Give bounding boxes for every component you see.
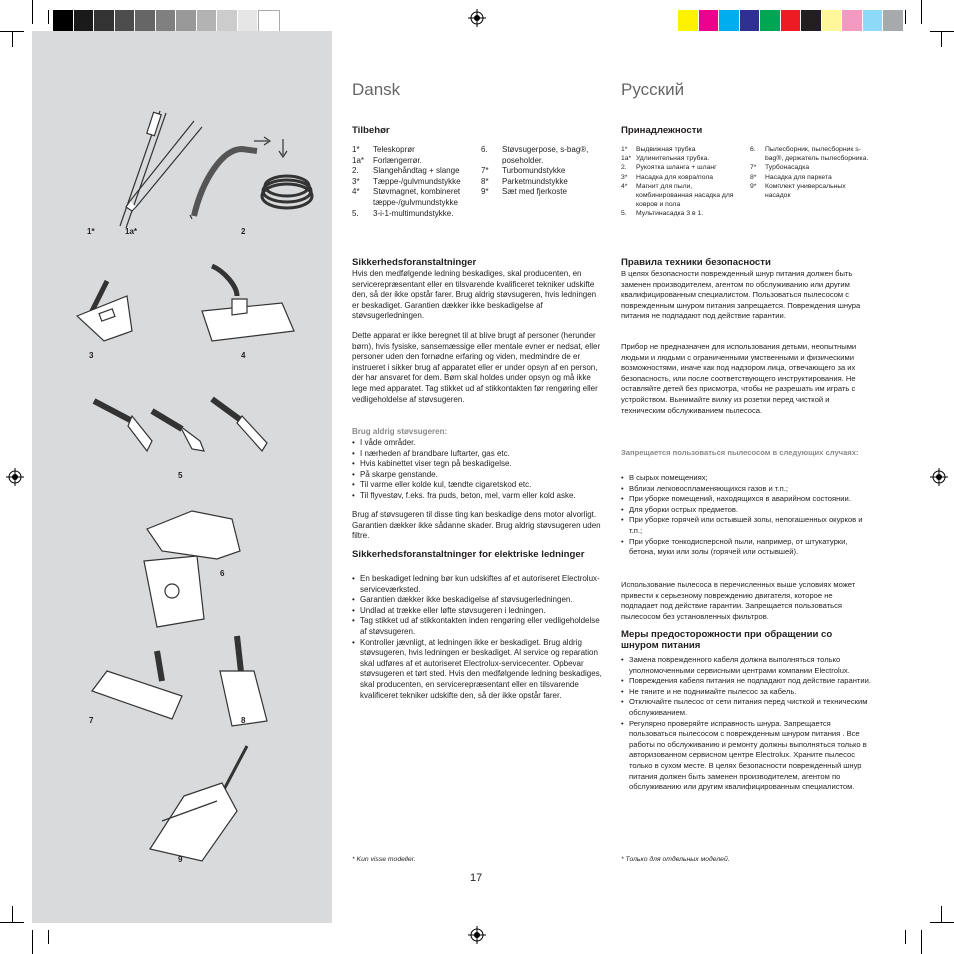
danish-electrical-heading: Sikkerhedsforanstaltninger for elektriske ledninger — [352, 549, 585, 560]
russian-accessories-list-right — [750, 145, 870, 200]
accessory-number: 5. — [621, 210, 627, 218]
accessory-text: Slangehåndtag + slange — [373, 166, 460, 176]
floor-nozzle-4-illustration — [202, 266, 294, 341]
color-swatch — [94, 10, 114, 31]
list-item: • В сырых помещениях; — [621, 473, 871, 484]
color-swatch — [217, 10, 237, 31]
accessory-number: 4* — [352, 187, 360, 197]
figure-label-6: 6 — [220, 569, 225, 578]
figure-label-2: 2 — [241, 227, 246, 236]
accessory-text: Sæt med fjerkoste — [502, 187, 567, 197]
accessory-item — [481, 145, 601, 166]
turbo-nozzle-illustration — [92, 651, 182, 719]
list-item: • Garantien dækker ikke beskadigelse af støvsugerledningen. — [352, 595, 602, 606]
color-swatch — [135, 10, 155, 31]
figure-label-1: 1* — [87, 227, 95, 236]
accessory-item — [621, 209, 746, 218]
accessory-item — [750, 173, 870, 182]
accessory-item — [352, 156, 476, 167]
registration-mark-right — [930, 468, 948, 486]
list-item: • Повреждения кабеля питания не подпадают под действие гарантии. — [621, 676, 871, 687]
accessory-number: 2. — [352, 166, 359, 176]
russian-electrical-list — [621, 655, 871, 793]
color-swatch — [863, 10, 883, 31]
figure-label-4: 4 — [241, 351, 246, 360]
accessory-text: Магнит для пыли, комбинированная насадка для ковров и пола — [636, 182, 734, 209]
danish-accessories-heading: Tilbehør — [352, 125, 390, 136]
extension-tube-illustration — [126, 121, 202, 211]
accessory-text: Удлинительная трубка. — [636, 155, 710, 163]
color-swatch — [115, 10, 135, 31]
accessory-text: Пылесборник, пылесборник s-bag®, держатель пылесборника. — [765, 146, 869, 163]
accessory-item — [621, 154, 746, 163]
accessory-number: 6. — [481, 145, 488, 154]
accessory-text: Турбонасадка — [765, 164, 810, 172]
figure-label-9: 9 — [178, 855, 183, 864]
accessory-item — [352, 166, 476, 177]
accessory-text: Комплект универсальных насадок — [765, 182, 846, 200]
parquet-nozzle-illustration — [220, 636, 267, 726]
list-item: • Замена поврежденного кабеля должна выполняться только уполномоченными сервисными центрами компании Electrolux. — [621, 655, 871, 676]
accessory-item — [481, 187, 601, 198]
color-swatch — [801, 10, 821, 31]
page-number: 17 — [470, 872, 483, 884]
color-swatch — [699, 10, 719, 31]
accessory-item — [352, 145, 476, 156]
danish-never-use-heading: Brug aldrig støvsugeren: — [352, 427, 448, 436]
accessory-item — [750, 182, 870, 200]
accessory-text: Teleskoprør — [373, 145, 415, 154]
figure-label-8: 8 — [241, 716, 246, 725]
danish-never-use-list — [352, 438, 602, 502]
accessory-number: 2. — [621, 164, 627, 172]
accessory-item — [750, 145, 870, 163]
color-swatch — [156, 10, 176, 31]
accessory-item — [621, 173, 746, 182]
accessory-item — [621, 163, 746, 172]
color-swatch — [258, 10, 280, 33]
russian-never-use-list — [621, 473, 871, 558]
accessory-number: 6. — [750, 146, 756, 153]
telescopic-tube-illustration — [120, 111, 166, 228]
danish-accessories-list-right — [481, 145, 601, 198]
list-item: • Не тяните и не поднимайте пылесос за кабель. — [621, 687, 871, 698]
accessory-number: 9* — [750, 182, 757, 190]
list-item: • Tag stikket ud af stikkontakten inden rengøring eller vedligeholdelse af støvsugeren. — [352, 616, 602, 637]
accessory-text: Мультинасадка 3 в 1. — [636, 210, 704, 218]
danish-safety-paragraph-1: Hvis den medfølgende ledning beskadiges, skal producenten, en servicerepræsentant eller en tilsvarende kvalificeret tekniker udskifte den, så der ikke opstår farer. Brug aldrig støvsugeren, hvis ledningen er beskadiget. Garantien dækker ikke beskadigelse af støvsugerledningen. — [352, 269, 597, 321]
list-item: • Hvis kabinettet viser tegn på beskadigelse. — [352, 459, 602, 470]
color-swatch — [53, 10, 73, 31]
list-item: • Til flyvestøv, f.eks. fra puds, beton, mel, varm eller kold aske. — [352, 491, 602, 502]
color-swatch — [678, 10, 698, 31]
danish-accessories-list-left — [352, 145, 476, 219]
russian-never-use-heading: Запрещается пользоваться пылесосом в следующих случаях: — [621, 448, 859, 457]
russian-footnote: * Только для отдельных моделей. — [621, 856, 730, 863]
accessory-number: 7* — [481, 166, 489, 176]
russian-electrical-heading: Меры предосторожности при обращении со шнуром питания — [621, 629, 833, 651]
list-item: • I nærheden af brandbare luftarter, gas etc. — [352, 449, 602, 460]
list-item: • При уборке горячей или остывшей золы, непогашенных окурков и т.п.; — [621, 515, 871, 536]
accessory-text: Выдвижная трубка — [636, 146, 696, 153]
accessory-item — [481, 166, 601, 177]
accessory-number: 8* — [750, 173, 757, 181]
figure-label-5: 5 — [178, 471, 183, 480]
accessory-item — [750, 163, 870, 172]
color-swatch — [719, 10, 739, 31]
color-swatch — [822, 10, 842, 31]
russian-accessories-list-left — [621, 145, 746, 219]
registration-mark-left — [6, 468, 24, 486]
list-item: • При уборке помещений, находящихся в аварийном состоянии. — [621, 494, 871, 505]
accessory-number: 3* — [621, 173, 628, 181]
color-swatch — [740, 10, 760, 31]
accessory-number: 1a* — [352, 155, 365, 165]
color-swatch — [197, 10, 217, 31]
accessory-item — [352, 187, 476, 208]
list-item: • En beskadiget ledning bør kun udskiftes af et autoriseret Electrolux-serviceværksted. — [352, 574, 602, 595]
color-swatch — [176, 10, 196, 31]
accessory-number: 8* — [481, 176, 489, 186]
russian-accessories-heading: Принадлежности — [621, 125, 703, 136]
registration-mark-top — [468, 9, 486, 27]
danish-safety-paragraph-2: Dette apparat er ikke beregnet til at blive brugt af personer (herunder børn), hvis fysiske, sansemæssige eller mentale evner er nedsat, eller personer uden den fornødne erfaring og viden, medmindre de er instrueret i sikker brug af apparatet eller er under opsyn af en person, der har ansvaret for dem. Børn skal holdes under opsyn og må ikke lege med apparatet. Tag stikket ud af stikkontakten før rengøring eller vedligeholdelse af støvsugeren. — [352, 331, 601, 404]
accessory-item — [352, 177, 476, 188]
list-item: • При уборке тонкодисперсной пыли, например, от штукатурки, бетона, муки или золы (горячей или остывшей). — [621, 537, 871, 558]
accessory-text: Turbomundstykke — [502, 166, 566, 176]
danish-footnote: * Kun visse modeller. — [352, 856, 416, 863]
accessory-text: Насадка для паркета — [765, 173, 832, 181]
accessory-number: 4* — [621, 182, 628, 190]
accessory-text: Tæppe-/gulvmundstykke — [373, 176, 461, 186]
color-swatch — [842, 10, 862, 31]
russian-safety-paragraph-2: Прибор не предназначен для использования детьми, неопытными людьми и людьми с ограниченными умственными и физическими возможностями, иначе как под надзором лица, отвечающего за их безопасность, или после соответствующего инструктирования. Не оставляйте детей без присмотра, чтобы не разрешать им играть с устройством. Вынимайте вилку из розетки перед чисткой и техническим обслуживанием пылесоса. — [621, 342, 857, 415]
accessory-text: Parketmundstykke — [502, 176, 568, 186]
accessory-text: Насадка для ковра/пола — [636, 173, 714, 181]
accessory-number: 7* — [750, 164, 757, 172]
color-swatch — [74, 10, 94, 31]
list-item: • Kontroller jævnligt, at ledningen ikke er beskadiget. Brug aldrig støvsugeren, hvis ledningen er beskadiget. Al service og reparation skal udføres af et autoriseret Electrolux-servicecenter. Opbevar støvsugeren et tørt sted. Hvis den medfølgende ledning beskadiges, skal producenten, en servicerepræsentant eller en tilsvarende kvalificeret tekniker udskifte den, så der ikke opstår farer. — [352, 638, 602, 702]
accessory-number: 1a* — [621, 155, 632, 163]
accessory-item — [352, 209, 476, 220]
accessory-number: 1* — [621, 146, 628, 153]
accessory-text: Forlængerrør. — [373, 155, 422, 165]
russian-safety-heading: Правила техники безопасности — [621, 257, 771, 268]
duster-kit-illustration — [150, 746, 247, 861]
color-swatch — [781, 10, 801, 31]
accessory-item — [621, 182, 746, 210]
illustration-panel — [32, 31, 332, 923]
multi-nozzle-illustration — [94, 399, 267, 451]
figure-label-3: 3 — [89, 351, 94, 360]
russian-safety-paragraph-3: Использование пылесоса в перечисленных выше условиях может привести к серьезному повреждению двигателя, которое не подпадает под действие гарантии. Запрещается пользоваться пылесосом без установленных фильтров. — [621, 580, 856, 621]
color-swatch — [238, 10, 258, 31]
hose-handle-illustration — [190, 137, 312, 219]
accessory-number: 5. — [352, 208, 359, 218]
accessory-text: Støvmagnet, kombineret tæppe-/gulvmundstykke — [373, 187, 461, 207]
figure-label-7: 7 — [89, 716, 94, 725]
accessory-item — [621, 145, 746, 154]
floor-nozzle-3-illustration — [77, 281, 132, 341]
list-item: • Регулярно проверяйте исправность шнура. Запрещается пользоваться пылесосом с поврежденным шнуром питания . Все работы по обслуживанию и ремонту должны выполняться только в авторизованном сервисном центре Electrolux. Храните пылесос только в сухом месте. В целях безопасности поврежденный шнур питания должен быть заменен производителем, агентом по обслуживанию или другим квалифицированным специалистом. — [621, 719, 871, 793]
list-item: • Отключайте пылесос от сети питания перед чисткой и техническим обслуживанием. — [621, 697, 871, 718]
danish-electrical-list — [352, 574, 602, 701]
figure-label-1a: 1a* — [125, 227, 138, 236]
accessory-number: 9* — [481, 187, 489, 197]
list-item: • I våde områder. — [352, 438, 602, 449]
dust-bag-holder-illustration — [144, 511, 240, 627]
color-swatch — [760, 10, 780, 31]
russian-title: Русский — [621, 80, 685, 99]
accessory-text: Рукоятка шланга + шланг — [636, 164, 717, 172]
accessory-number: 3* — [352, 176, 360, 186]
list-item: • Undlad at trække eller løfte støvsugeren i ledningen. — [352, 606, 602, 617]
russian-safety-paragraph-1: В целях безопасности поврежденный шнур питания должен быть заменен производителем, агентом по обслуживанию или другим квалифицированным специалистом. Пользоваться пылесосом с поврежденным шнуром питания запрещается. Повреждения шнура питания не подпадают под действие гарантии. — [621, 269, 861, 321]
danish-safety-paragraph-3: Brug af støvsugeren til disse ting kan beskadige dens motor alvorligt. Garantien dækker ikke sådanne skader. Brug aldrig støvsugeren uden filtre. — [352, 510, 601, 541]
accessory-text: 3-i-1-multimundstykke. — [373, 208, 454, 218]
accessory-text: Støvsugerpose, s-bag®, poseholder. — [502, 145, 589, 165]
list-item: • Til varme eller kolde kul, tændte cigaretskod etc. — [352, 480, 602, 491]
list-item: • Для уборки острых предметов. — [621, 505, 871, 516]
list-item: • På skarpe genstande. — [352, 470, 602, 481]
accessory-item — [481, 177, 601, 188]
accessory-number: 1* — [352, 145, 360, 154]
list-item: • Вблизи легковоспламеняющихся газов и т.п.; — [621, 484, 871, 495]
danish-title: Dansk — [352, 80, 401, 99]
color-swatch — [883, 10, 903, 31]
danish-safety-heading: Sikkerhedsforanstaltninger — [352, 257, 477, 268]
registration-mark-bottom — [468, 926, 486, 944]
